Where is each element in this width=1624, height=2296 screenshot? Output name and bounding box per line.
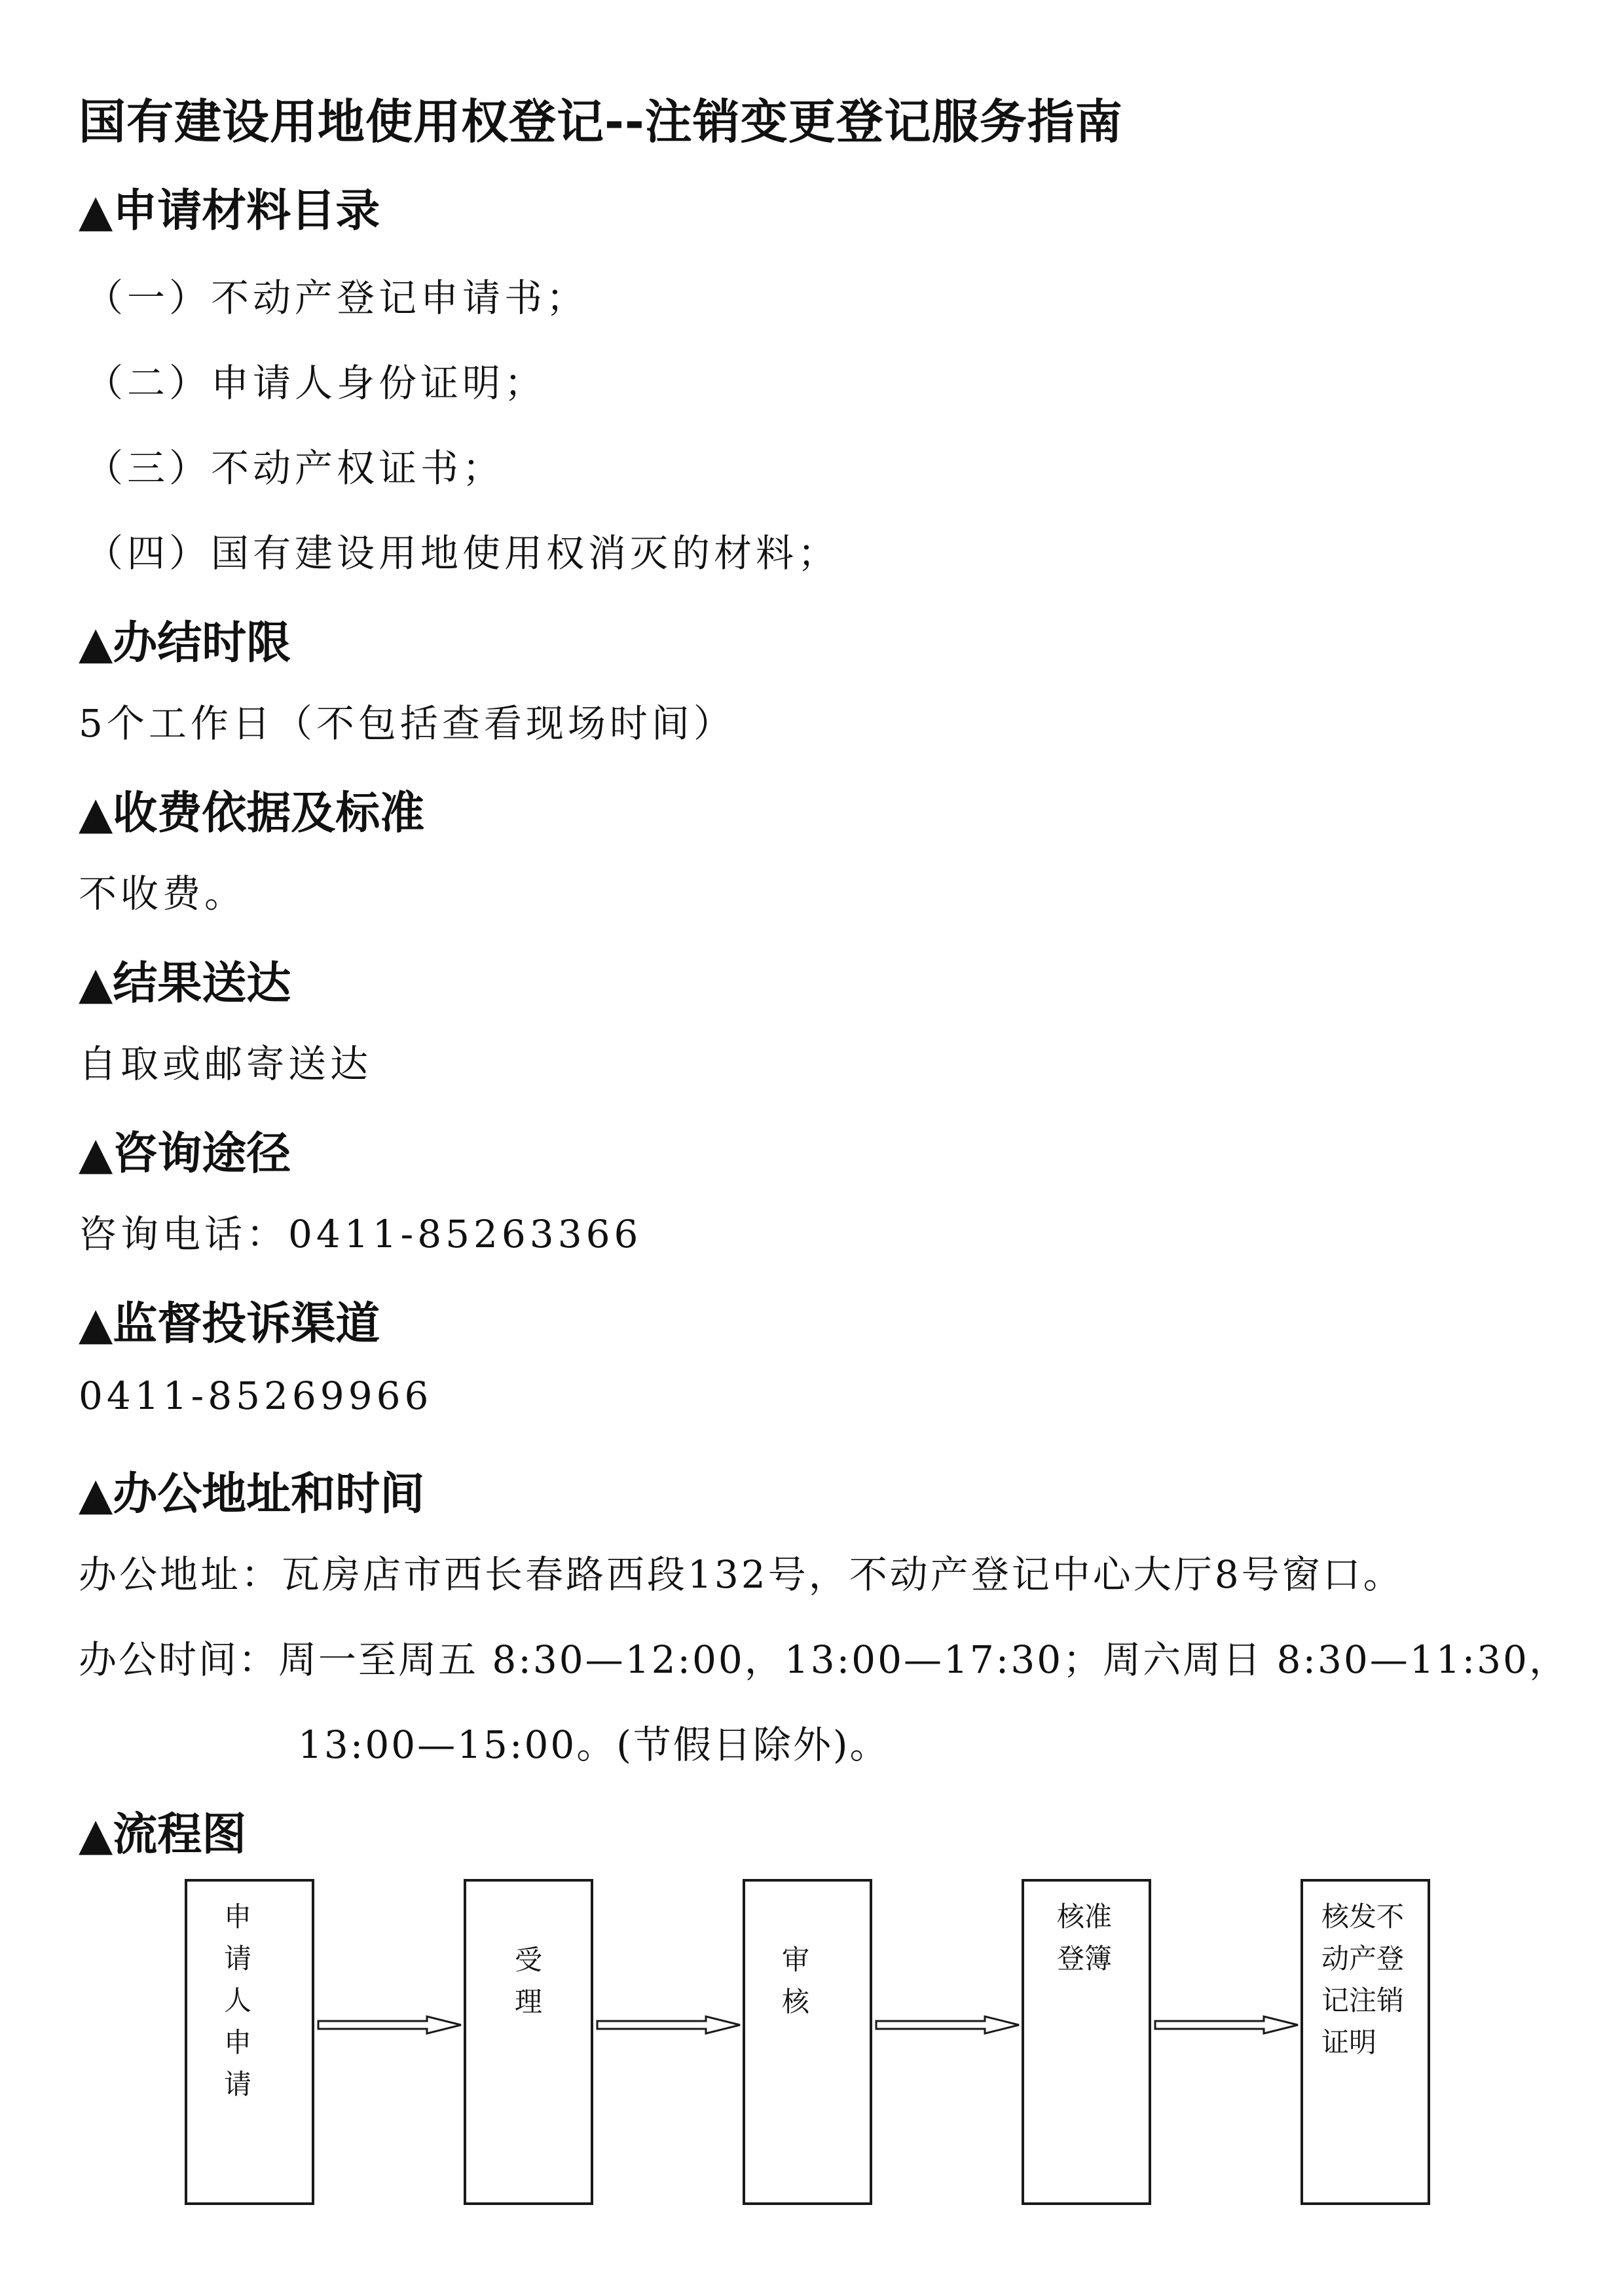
office-heading: ▲办公地址和时间 [79, 1468, 425, 1520]
complaint-phone: 0411-85269966 [79, 1374, 433, 1418]
office-hours-line2: 13:00—15:00。(节假日除外)。 [298, 1722, 890, 1767]
office-address: 办公地址：瓦房店市西长春路西段132号，不动产登记中心大厅8号窗口。 [79, 1552, 1404, 1597]
flow-arrow-1-icon [317, 2015, 464, 2035]
flow-step-apply [185, 1879, 314, 2205]
complaint-heading: ▲监督投诉渠道 [79, 1298, 380, 1350]
flow-step-register-label: 核准 登簿 [1057, 1901, 1113, 1975]
material-item-4: （四）国有建设用地使用权消灭的材料； [85, 531, 840, 575]
flow-arrow-4-icon [1154, 2015, 1301, 2035]
flow-step-issue-certificate-label: 核发不 动产登 记注销 证明 [1321, 1901, 1405, 2058]
consult-phone: 咨询电话：0411-85263366 [79, 1212, 642, 1256]
flow-arrow-3-icon [875, 2015, 1022, 2035]
fees-text: 不收费。 [79, 871, 247, 916]
consult-heading: ▲咨询途径 [79, 1128, 291, 1180]
office-hours-line1: 办公时间：周一至周五 8:30—12:00，13:00—17:30；周六周日 8:30—11:30， [79, 1637, 1569, 1682]
materials-heading: ▲申请材料目录 [79, 185, 380, 237]
delivery-heading: ▲结果送达 [79, 958, 291, 1010]
time-limit-heading: ▲办结时限 [79, 617, 291, 669]
flow-step-review-label: 审 核 [782, 1944, 810, 2018]
flow-arrow-2-icon [596, 2015, 743, 2035]
flow-step-issue-certificate [1301, 1879, 1430, 2205]
material-item-2: （二）申请人身份证明； [85, 361, 547, 405]
flow-step-register [1022, 1879, 1151, 2205]
delivery-text: 自取或邮寄送达 [79, 1042, 373, 1086]
material-item-3: （三）不动产权证书； [85, 446, 505, 490]
flow-step-review [743, 1879, 872, 2205]
fees-heading: ▲收费依据及标准 [79, 788, 425, 839]
flowchart-heading: ▲流程图 [79, 1809, 247, 1861]
flow-step-accept-label: 受 理 [515, 1944, 543, 2018]
material-item-1: （一）不动产登记申请书； [85, 276, 589, 320]
flow-step-apply-label: 申 请 人 申 请 [224, 1901, 252, 2100]
page-title: 国有建设用地使用权登记--注销变更登记服务指南 [79, 94, 1123, 149]
flow-step-accept [464, 1879, 593, 2205]
time-limit-text: 5个工作日（不包括查看现场时间） [79, 701, 735, 746]
